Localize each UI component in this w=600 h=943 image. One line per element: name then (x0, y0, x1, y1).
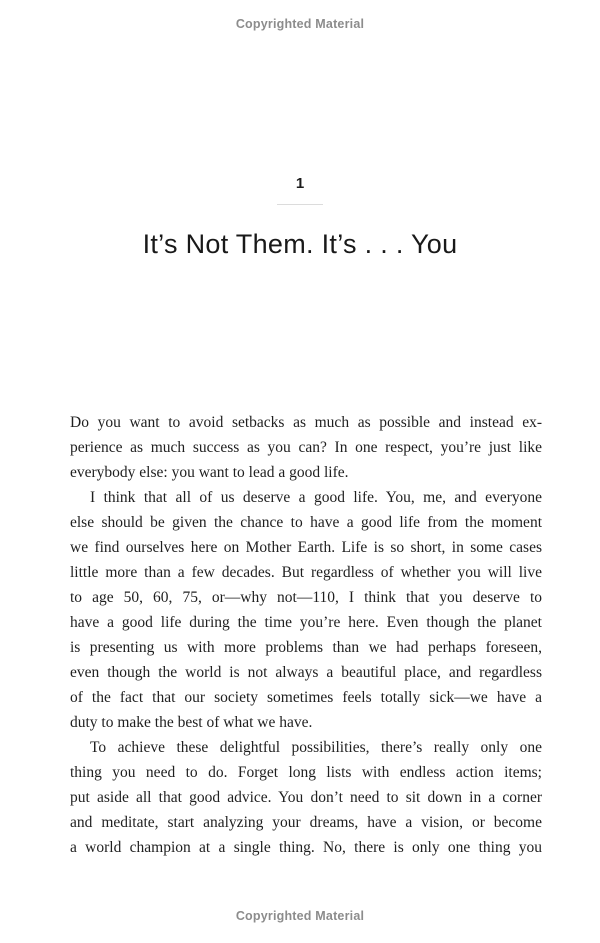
text-line: thing you need to do. Forget long lists with endless action items; (70, 764, 542, 781)
text-line: and meditate, start analyzing your dreams, have a vision, or become (70, 814, 542, 831)
text-line: put aside all that good advice. You don’t need to sit down in a corner (70, 789, 542, 806)
text-line: Do you want to avoid setbacks as much as possible and instead ex- (70, 414, 542, 431)
text-line: perience as much success as you can? In one respect, you’re just like (70, 439, 542, 456)
text-line: a world champion at a single thing. No, there is only one thing you (70, 839, 542, 856)
text-line: To achieve these delightful possibilities, there’s really only one (90, 739, 542, 756)
body-text (70, 410, 542, 860)
chapter-number: 1 (295, 175, 305, 192)
text-line: else should be given the chance to have a good life from the moment (70, 514, 542, 531)
watermark-top: Copyrighted Material (235, 17, 365, 31)
text-line: we find ourselves here on Mother Earth. Life is so short, in some cases (70, 539, 542, 556)
text-line: everybody else: you want to lead a good life. (70, 464, 349, 481)
text-line: is presenting us with more problems than we had perhaps foreseen, (70, 639, 542, 656)
text-line: of the fact that our society sometimes feels totally sick—we have a (70, 689, 542, 706)
text-line: have a good life during the time you’re here. Even though the planet (70, 614, 542, 631)
text-line: duty to make the best of what we have. (70, 714, 313, 731)
text-line: to age 50, 60, 75, or—why not—110, I think that you deserve to (70, 589, 542, 606)
text-line: I think that all of us deserve a good life. You, me, and everyone (90, 489, 542, 506)
chapter-divider (277, 204, 323, 205)
chapter-title: It’s Not Them. It’s . . . You (142, 229, 458, 259)
text-line: little more than a few decades. But regardless of whether you will live (70, 564, 542, 581)
watermark-bottom: Copyrighted Material (235, 909, 365, 923)
text-line: even though the world is not always a beautiful place, and regardless (70, 664, 542, 681)
